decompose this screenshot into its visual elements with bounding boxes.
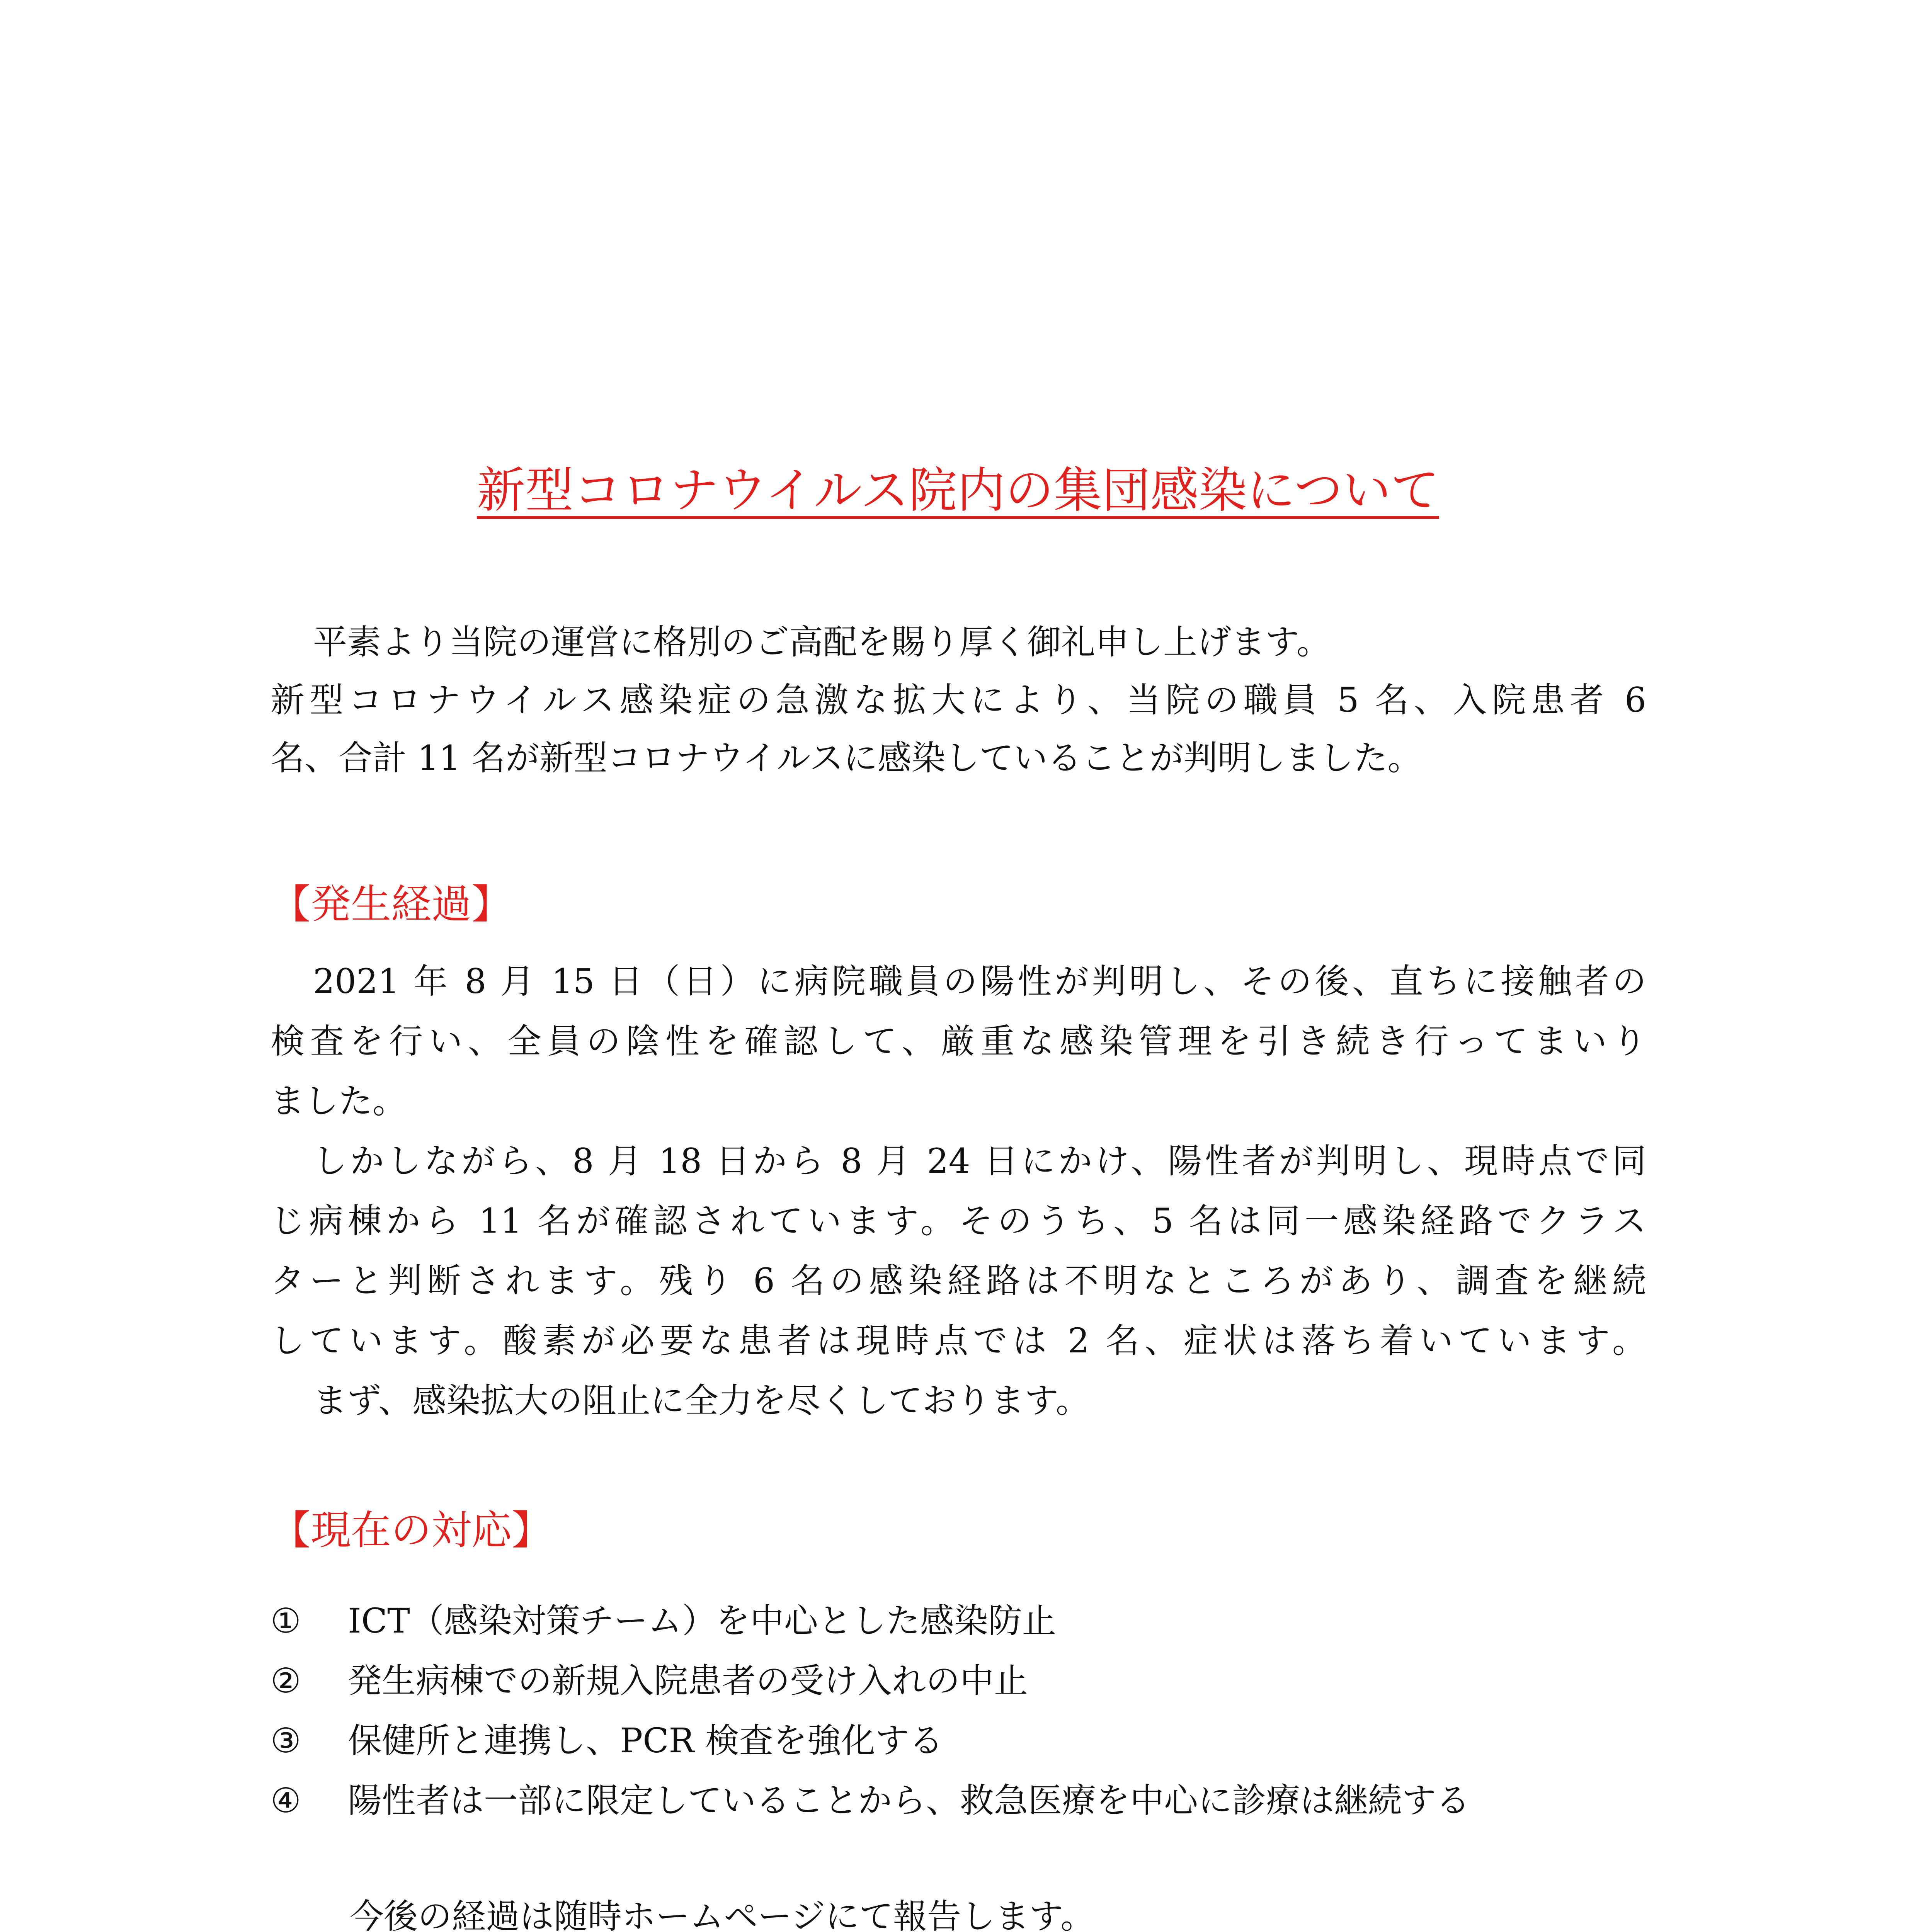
response-item-number: ③ (271, 1721, 301, 1760)
intro-line-2: 新型コロナウイルス感染症の急激な拡大により、当院の職員 5 名、入院患者 6 (271, 680, 1646, 720)
response-item-number: ④ (271, 1781, 301, 1820)
progress-line-1: 2021 年 8 月 15 日（日）に病院職員の陽性が判明し、その後、直ちに接触者の (313, 961, 1646, 1001)
progress-line-7: しています。酸素が必要な患者は現時点では 2 名、症状は落ち着いています。 (271, 1321, 1646, 1361)
response-item-3 (271, 1716, 943, 1766)
response-item-4 (271, 1776, 1470, 1826)
progress-line-6: ターと判断されます。残り 6 名の感染経路は不明なところがあり、調査を継続 (271, 1261, 1646, 1301)
response-item-text: 発生病棟での新規入院患者の受け入れの中止 (348, 1661, 1028, 1701)
section-heading-response: 【現在の対応】 (271, 1507, 552, 1554)
response-item-1 (271, 1596, 1056, 1646)
response-item-text: 保健所と連携し、PCR 検査を強化する (348, 1721, 943, 1760)
response-item-number: ② (271, 1661, 301, 1701)
progress-line-5: じ病棟から 11 名が確認されています。そのうち、5 名は同一感染経路でクラス (271, 1201, 1646, 1241)
response-item-number: ① (271, 1601, 301, 1641)
progress-line-2: 検査を行い、全員の陰性を確認して、厳重な感染管理を引き続き行ってまいり (271, 1021, 1646, 1061)
progress-line-3: ました。 (271, 1081, 407, 1121)
intro-line-1: 平素より当院の運営に格別のご高配を賜り厚く御礼申し上げます。 (313, 622, 1331, 662)
document-title-text: 新型コロナウイルス院内の集団感染について (477, 463, 1439, 519)
section-heading-progress: 【発生経過】 (271, 881, 512, 928)
intro-line-3: 名、合計 11 名が新型コロナウイルスに感染していることが判明しました。 (271, 738, 1422, 778)
progress-line-4: しかしながら、8 月 18 日から 8 月 24 日にかけ、陽性者が判明し、現時点で同 (313, 1141, 1646, 1181)
document-title (0, 458, 1916, 524)
closing-note: 今後の経過は随時ホームページにて報告します。 (350, 1896, 1095, 1932)
response-item-2 (271, 1656, 1028, 1706)
response-item-text: 陽性者は一部に限定していることから、救急医療を中心に診療は継続する (348, 1781, 1470, 1820)
progress-line-8: まず、感染拡大の阻止に全力を尽くしております。 (313, 1381, 1090, 1420)
response-item-text: ICT（感染対策チーム）を中心とした感染防止 (348, 1601, 1056, 1641)
